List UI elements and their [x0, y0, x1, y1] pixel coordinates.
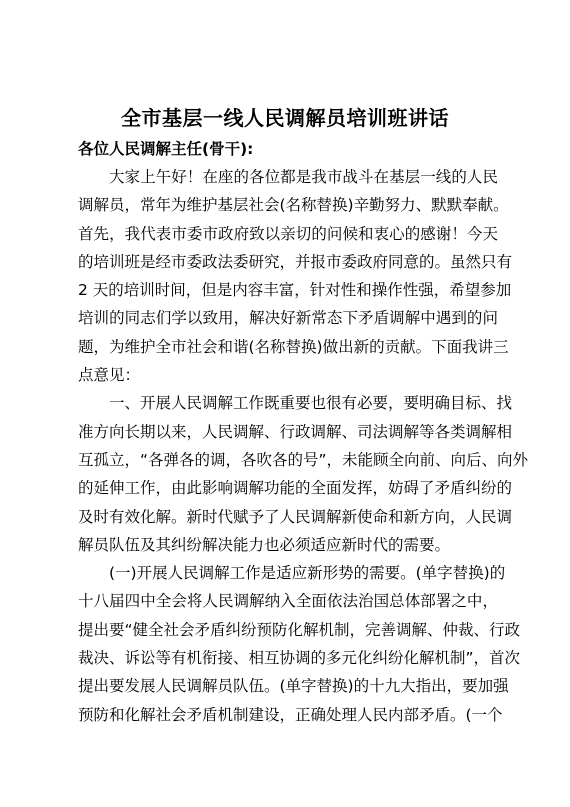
- paragraph-line: 及时有效化解。新时代赋予了人民调解新使命和新方向，人民调: [78, 507, 513, 526]
- paragraph-line: 调解员，常年为维护基层社会(名称替换)辛勤努力、默默奉献。: [78, 196, 509, 215]
- paragraph-line: 互孤立，“各弹各的调，各吹各的号”，未能顾全向前、向后、向外: [78, 450, 529, 469]
- paragraph-line: 提出要发展人民调解员队伍。(单字替换)的十九大指出，要加强: [78, 677, 509, 696]
- paragraph-line: 一、开展人民调解工作既重要也很有必要，要明确目标、找: [109, 394, 513, 413]
- paragraph-line: 2 天的培训时间，但是内容丰富，针对性和操作性强，希望参加: [78, 281, 512, 300]
- paragraph-line: 大家上午好！在座的各位都是我市战斗在基层一线的人民: [109, 168, 498, 186]
- document-title: 全市基层一线人民调解员培训班讲话: [121, 106, 449, 130]
- paragraph-line: 十八届四中全会将人民调解纳入全面依法治国总体部署之中，: [78, 592, 498, 611]
- paragraph-line: 提出要“健全社会矛盾纠纷预防化解机制，完善调解、仲裁、行政: [78, 620, 521, 639]
- paragraph-line: 培训的同志们学以致用，解决好新常态下矛盾调解中遇到的问: [78, 309, 498, 328]
- paragraph-line: 解员队伍及其纠纷解决能力也必须适应新时代的需要。: [78, 535, 451, 554]
- paragraph-line: 准方向长期以来，人民调解、行政调解、司法调解等各类调解相: [78, 422, 513, 441]
- paragraph-line: 的延伸工作，由此影响调解功能的全面发挥，妨碍了矛盾纠纷的: [78, 479, 513, 498]
- salutation: 各位人民调解主任(骨干):: [78, 140, 254, 158]
- speech-body: [78, 163, 529, 729]
- paragraph-line: 点意见：: [78, 366, 141, 385]
- paragraph-line: 的培训班是经市委政法委研究，并报市委政府同意的。虽然只有: [78, 252, 513, 271]
- paragraph-line: 裁决、诉讼等有机衔接、相互协调的多元化纠纷化解机制”，首次: [78, 649, 521, 668]
- paragraph-line: 题，为维护全市社会和谐(名称替换)做出新的贡献。下面我讲三: [78, 337, 509, 356]
- paragraph-line: 首先，我代表市委市政府致以亲切的问候和衷心的感谢！今天: [78, 224, 498, 243]
- paragraph-line: 预防和化解社会矛盾机制建设，正确处理人民内部矛盾。(一个: [78, 705, 503, 724]
- paragraph-line: (一)开展人民调解工作是适应新形势的需要。(单字替换)的: [109, 564, 506, 583]
